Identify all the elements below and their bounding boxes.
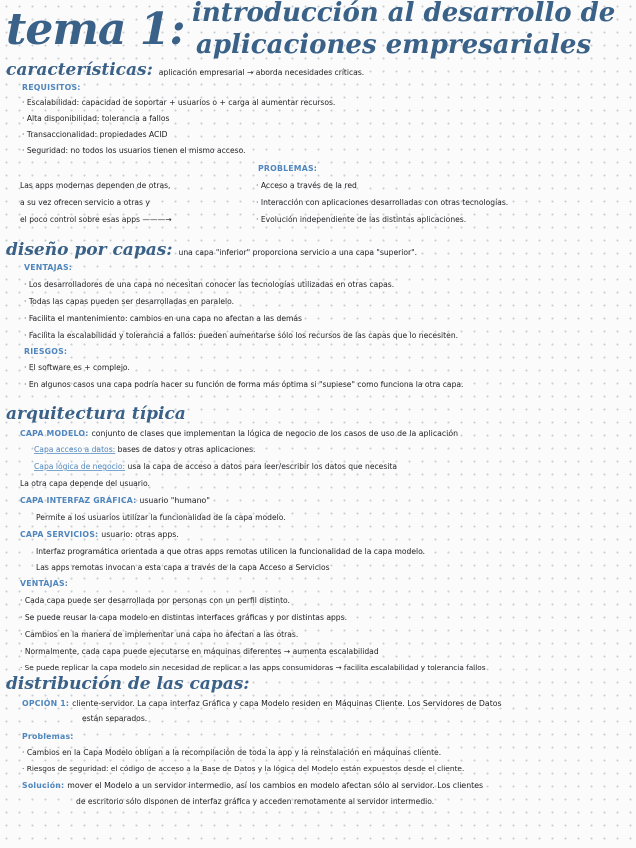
problema-item: · Acceso a través de la red [256, 181, 357, 190]
caracteristicas-intro: aplicación empresarial → aborda necesidades críticas. [158, 68, 365, 77]
riesgos-label: RIESGOS: [24, 347, 68, 356]
riesgo-item: · El software es + complejo. [24, 363, 130, 372]
arq-ventaja-item: · Se puede replicar la capa modelo sin necesidad de replicar a las apps consumidoras → facilita escalabilidad y tolerancia fallos [20, 663, 486, 672]
heading-diseno: diseño por capas: una capa "inferior" proporciona servicio a una capa "superior". [6, 240, 418, 260]
capa-servicios: CAPA SERVICIOS: usuario: otras apps. [20, 530, 179, 539]
requisito-item: · Seguridad: no todos los usuarios tienen el mismo acceso. [22, 146, 246, 155]
title-line-2: aplicaciones empresariales [196, 30, 592, 60]
opcion-1-cont: están separados. [82, 714, 148, 723]
heading-distribucion: distribución de las capas: [6, 674, 250, 694]
ventaja-item: · Facilita el mantenimiento: cambios en una capa no afectan a las demás [24, 314, 303, 323]
left-note: a su vez ofrecen servicio a otras y [20, 198, 150, 207]
arq-ventaja-item: · Cada capa puede ser desarrollada por personas con un perfil distinto. [20, 596, 290, 605]
problema-item: · Evolución independiente de las distintas aplicaciones. [256, 215, 467, 224]
capa-modelo: CAPA MODELO: conjunto de clases que implementan la lógica de negocio de los casos de uso de la aplicación [20, 429, 459, 438]
title-topic: tema 1: [6, 4, 185, 55]
title-line-1: introducción al desarrollo de [192, 0, 616, 28]
arq-ventajas-label: VENTAJAS: [20, 579, 69, 588]
riesgo-item: · En algunos casos una capa podría hacer su función de forma más óptima si "supiese" como funciona la otra capa. [24, 380, 464, 389]
problemas-label: PROBLEMAS: [258, 164, 318, 173]
opcion-1: OPCIÓN 1: cliente-servidor. La capa interfaz Gráfica y capa Modelo residen en Máquinas Cliente. Los Servidores de Datos [22, 699, 502, 708]
arq-ventaja-item: · Cambios en la manera de implementar una capa no afectan a las otras. [20, 630, 299, 639]
capa-interfaz-desc: Permite a los usuarios utilizar la funcionalidad de la capa modelo. [36, 513, 286, 522]
ventaja-item: · Los desarrolladores de una capa no necesitan conocer las tecnologías utilizadas en otras capas. [24, 280, 395, 289]
ventajas-label: VENTAJAS: [24, 263, 73, 272]
capa-acceso-datos: Capa acceso a datos: bases de datos y otras aplicaciones. [34, 445, 256, 454]
capa-depende: La otra capa depende del usuario. [20, 479, 150, 488]
problema-dist-item: · Riesgos de seguridad: el código de acceso a la Base de Datos y la lógica del Modelo están expuestos desde el cliente. [22, 764, 465, 773]
heading-arquitectura: arquitectura típica [6, 404, 186, 424]
diseno-intro: una capa "inferior" proporciona servicio a una capa "superior". [178, 248, 418, 257]
capa-servicios-desc: Las apps remotas invocan a esta capa a través de la capa Acceso a Servicios [36, 563, 330, 572]
solucion-cont: de escritorio sólo disponen de interfaz gráfica y acceden remotamente al servidor intermedio. [76, 797, 435, 806]
capa-interfaz: CAPA INTERFAZ GRÁFICA: usuario "humano" [20, 496, 210, 505]
problema-dist-item: · Cambios en la Capa Modelo obligan a la recompilación de toda la app y la reinstalación en máquinas cliente. [22, 748, 442, 757]
solucion: Solución: mover el Modelo a un servidor intermedio, así los cambios en modelo afectan sólo al servidor. Los clientes [22, 781, 484, 790]
arq-ventaja-item: · Se puede reusar la capa modelo en distintas interfaces gráficas y por distintas apps. [20, 613, 347, 622]
requisitos-label: REQUISITOS: [22, 83, 81, 92]
problema-item: · Interacción con aplicaciones desarrolladas con otras tecnologías. [256, 198, 509, 207]
problemas-dist-label: Problemas: [22, 732, 74, 741]
heading-caracteristicas: características: aplicación empresarial → aborda necesidades críticas. [6, 60, 365, 80]
requisito-item: · Transaccionalidad: propiedades ACID [22, 130, 168, 139]
arq-ventaja-item: · Normalmente, cada capa puede ejecutarse en máquinas diferentes → aumenta escalabilidad [20, 647, 379, 656]
capa-logica-negocio: Capa lógica de negocio: usa la capa de acceso a datos para leer/escribir los datos que necesita [34, 462, 398, 471]
capa-servicios-desc: Interfaz programática orientada a que otras apps remotas utilicen la funcionalidad de la capa modelo. [36, 547, 426, 556]
ventaja-item: · Todas las capas pueden ser desarrolladas en paralelo. [24, 297, 235, 306]
requisito-item: · Escalabilidad: capacidad de soportar + usuarios o + carga al aumentar recursos. [22, 98, 336, 107]
left-note: Las apps modernas dependen de otras, [20, 181, 171, 190]
ventaja-item: · Facilita la escalabilidad y tolerancia a fallos: pueden aumentarse sólo los recursos de las capas que lo necesiten. [24, 331, 459, 340]
left-note: el poco control sobre esas apps ———→ [20, 215, 172, 224]
requisito-item: · Alta disponibilidad: tolerancia a fallos [22, 114, 170, 123]
